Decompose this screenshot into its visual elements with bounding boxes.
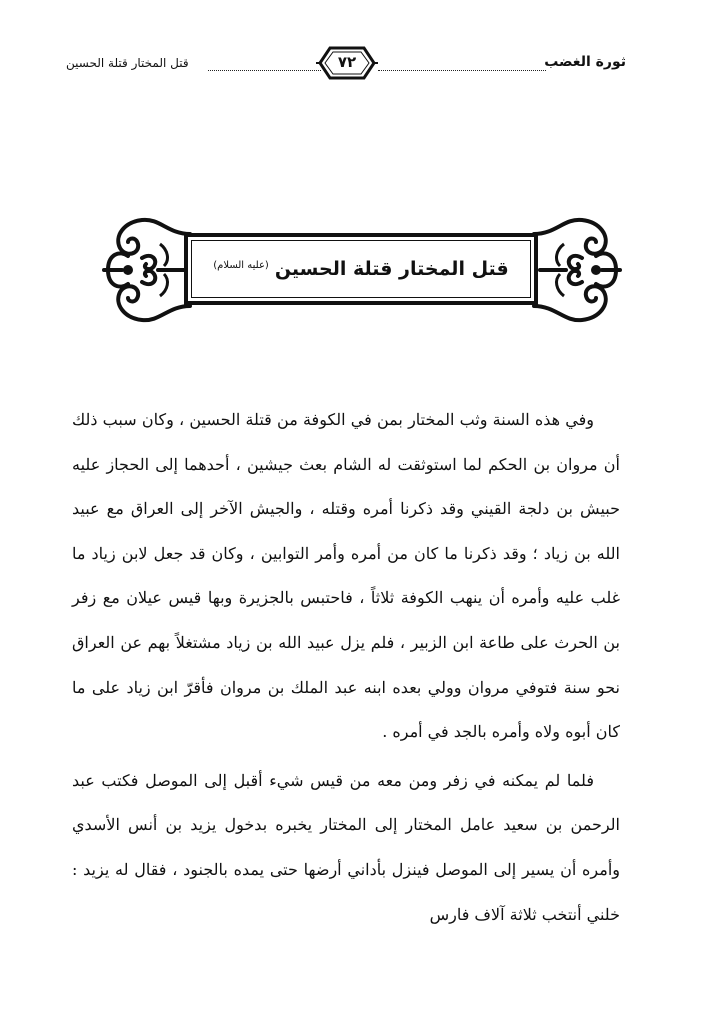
chapter-heading: قتل المختار قتلة الحسين — [274, 258, 509, 280]
chapter-title: قتل المختار قتلة الحسين — [66, 56, 189, 70]
chapter-heading-honorific: (عليه السلام) — [213, 259, 269, 271]
chapter-title-frame — [184, 233, 538, 305]
header-dotted-leader — [378, 70, 546, 71]
chapter-banner — [98, 214, 626, 326]
paragraph: فلما لم يمكنه في زفر ومن معه من قيس شيء أقبل إلى الموصل فكتب عبد الرحمن بن سعيد عامل المختار إلى المختار يخبره بدخول يزيد بن أنس الأسدي وأمره أن يسير إلى الموصل فينزل بأداني أرضها حتى يمده بالجنود ، فقال له يزيد : خلني أنتخب ثلاثة آلاف فارس — [72, 770, 620, 924]
book-title: ثورة الغضب — [544, 54, 626, 70]
header-dotted-leader — [208, 70, 321, 71]
right-ornament-icon — [530, 214, 626, 326]
page-number-badge — [316, 42, 378, 84]
body-text — [72, 398, 620, 937]
running-header — [66, 42, 626, 88]
paragraph: وفي هذه السنة وثب المختار بمن في الكوفة من قتلة الحسين ، وكان سبب ذلك أن مروان بن الحكم لما استوثقت له الشام بعث جيشين ، أحدهما إلى الحجاز عليه حبيش بن دلجة القيني وقد ذكرنا أمره وقتله ، والجيش الآخر إلى العراق مع عبيد الله بن زياد ؛ وقد ذكرنا ما كان من أمره وأمر التوابين ، وكان قد جعل لابن زياد ما غلب عليه وأمره أن ينهب الكوفة ثلاثاً ، فاحتبس بالجزيرة وبها قيس عيلان مع زفر بن الحرث على طاعة ابن الزبير ، فلم يزل عبيد الله بن زياد مشتغلاً بهم عن العراق نحو سنة فتوفي مروان وولي بعده ابنه عبد الملك بن مروان فأقرّ ابن زياد على ما كان أبوه ولاه وأمره بالجد في أمره . — [72, 410, 621, 742]
left-ornament-icon — [98, 214, 194, 326]
page-number: ٧٢ — [337, 53, 357, 71]
